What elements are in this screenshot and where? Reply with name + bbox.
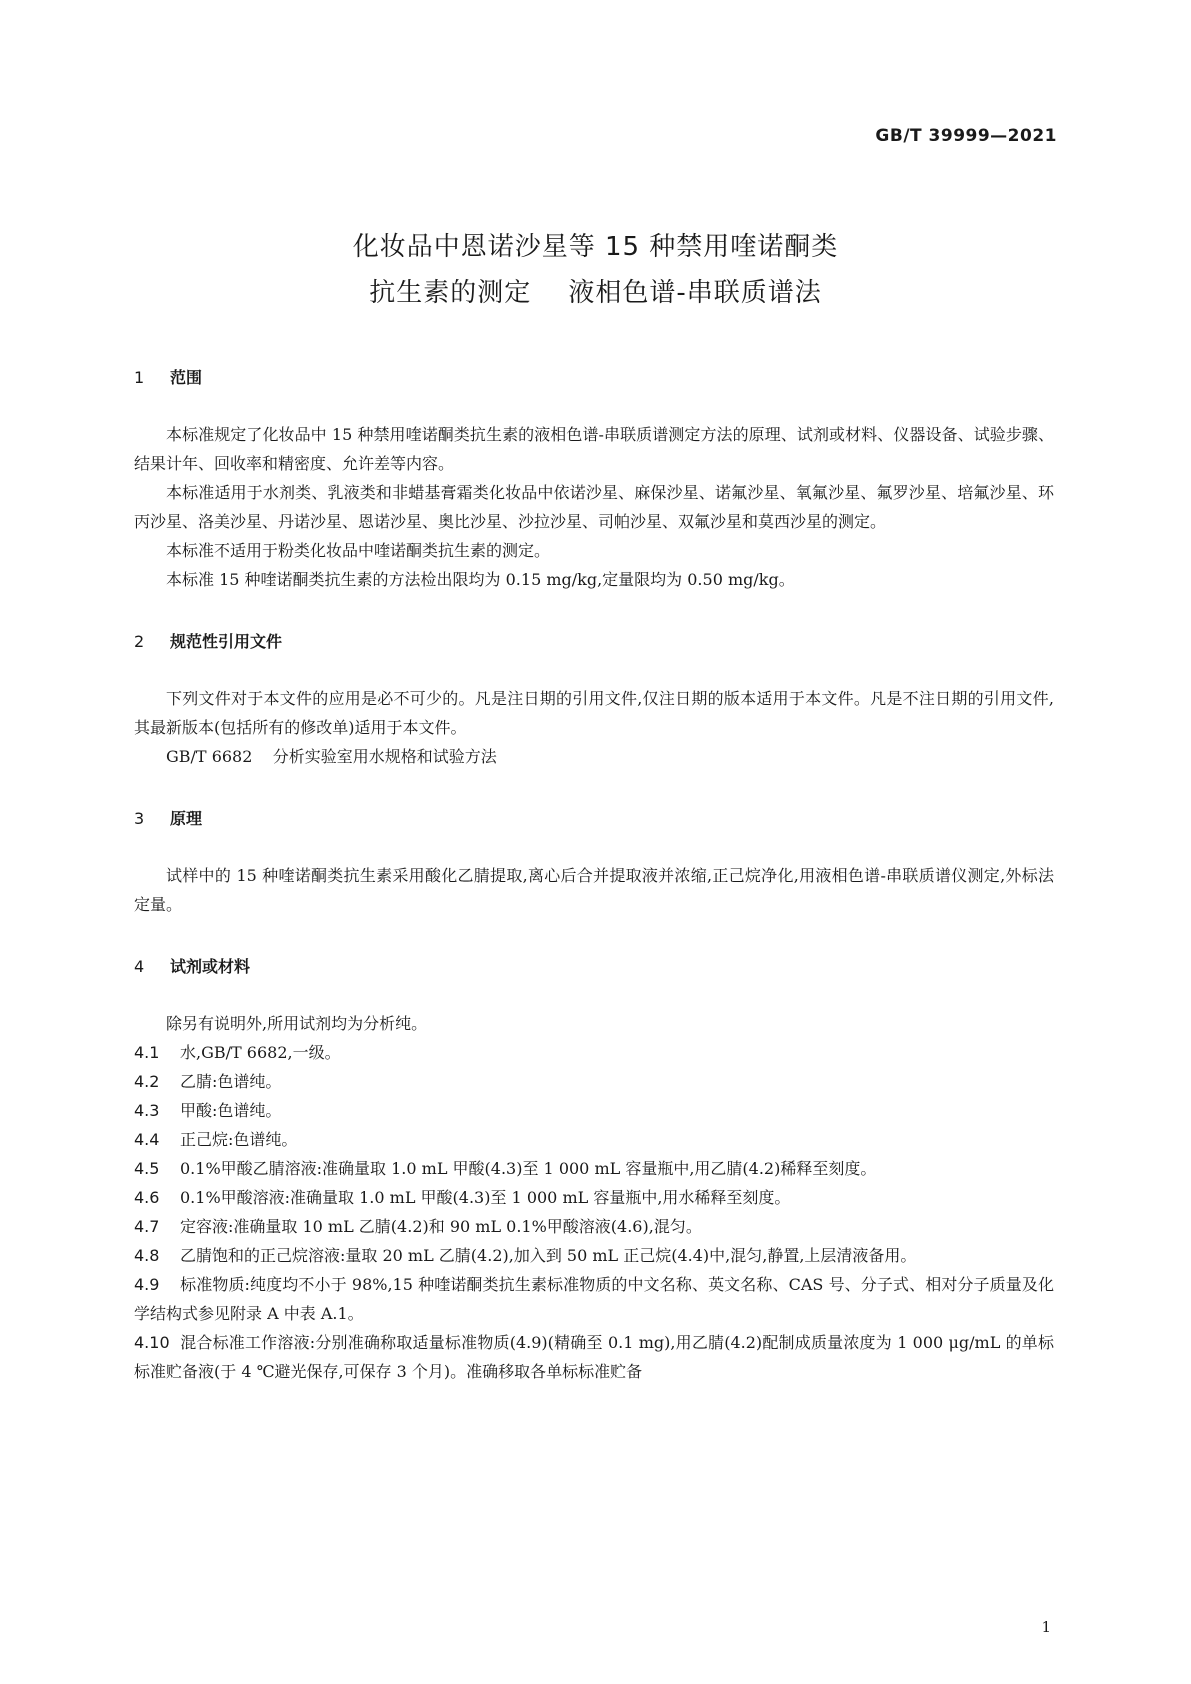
section-number: 4 <box>134 957 145 976</box>
reference-entry: GB/T 6682 分析实验室用水规格和试验方法 <box>166 747 497 766</box>
item-text: 混合标准工作溶液:分别准确称取适量标准物质(4.9)(精确至 0.1 mg),用乙腈(4.2)配制成质量浓度为 1 000 μg/mL 的单标标准贮备液(于 4 ℃避光保存,可保存 3 个月)。准确移取各单标标准贮备 <box>134 1333 1054 1381</box>
item-number: 4.6 <box>134 1188 160 1207</box>
section-heading-reagents <box>134 955 1054 979</box>
list-item <box>134 1183 1054 1212</box>
section-heading-principle <box>134 807 1054 831</box>
item-number: 4.10 <box>134 1333 170 1352</box>
document-body <box>134 366 1054 1386</box>
list-item <box>134 1067 1054 1096</box>
paragraph: 下列文件对于本文件的应用是必不可少的。凡是注日期的引用文件,仅注日期的版本适用于本文件。凡是不注日期的引用文件,其最新版本(包括所有的修改单)适用于本文件。 <box>134 689 1054 737</box>
section-number: 1 <box>134 368 145 387</box>
title-line-2: 抗生素的测定 液相色谱-串联质谱法 <box>369 278 822 308</box>
paragraph: 本标准适用于水剂类、乳液类和非蜡基膏霜类化妆品中依诺沙星、麻保沙星、诺氟沙星、氧氟沙星、氟罗沙星、培氟沙星、环丙沙星、洛美沙星、丹诺沙星、恩诺沙星、奥比沙星、沙拉沙星、司帕沙星、双氟沙星和莫西沙星的测定。 <box>134 483 1054 531</box>
item-number: 4.8 <box>134 1246 160 1265</box>
list-item <box>134 1038 1054 1067</box>
list-item <box>134 1125 1054 1154</box>
section-title: 范围 <box>170 368 203 387</box>
item-text: 乙腈饱和的正己烷溶液:量取 20 mL 乙腈(4.2),加入到 50 mL 正己烷(4.4)中,混匀,静置,上层清液备用。 <box>180 1246 917 1265</box>
list-item <box>134 1241 1054 1270</box>
item-text: 乙腈:色谱纯。 <box>180 1072 282 1091</box>
item-number: 4.4 <box>134 1130 160 1149</box>
item-number: 4.2 <box>134 1072 160 1091</box>
item-number: 4.9 <box>134 1275 160 1294</box>
item-text: 正己烷:色谱纯。 <box>180 1130 298 1149</box>
item-number: 4.7 <box>134 1217 160 1236</box>
paragraph: 本标准 15 种喹诺酮类抗生素的方法检出限均为 0.15 mg/kg,定量限均为 0.50 mg/kg。 <box>166 570 795 589</box>
item-number: 4.5 <box>134 1159 160 1178</box>
item-text: 0.1%甲酸溶液:准确量取 1.0 mL 甲酸(4.3)至 1 000 mL 容量瓶中,用水稀释至刻度。 <box>180 1188 791 1207</box>
item-number: 4.3 <box>134 1101 160 1120</box>
paragraph: 本标准不适用于粉类化妆品中喹诺酮类抗生素的测定。 <box>166 541 551 560</box>
list-item <box>134 1270 1054 1328</box>
page-number: 1 <box>1041 1618 1051 1636</box>
item-text: 定容液:准确量取 10 mL 乙腈(4.2)和 90 mL 0.1%甲酸溶液(4.6),混匀。 <box>180 1217 702 1236</box>
item-text: 水,GB/T 6682,一级。 <box>180 1043 341 1062</box>
section-title: 试剂或材料 <box>170 957 251 976</box>
item-text: 甲酸:色谱纯。 <box>180 1101 282 1120</box>
paragraph: 试样中的 15 种喹诺酮类抗生素采用酸化乙腈提取,离心后合并提取液并浓缩,正己烷净化,用液相色谱-串联质谱仪测定,外标法定量。 <box>134 866 1054 914</box>
standard-code: GB/T 39999—2021 <box>875 126 1057 146</box>
section-number: 3 <box>134 809 145 828</box>
item-text: 0.1%甲酸乙腈溶液:准确量取 1.0 mL 甲酸(4.3)至 1 000 mL 容量瓶中,用乙腈(4.2)稀释至刻度。 <box>180 1159 877 1178</box>
document-title <box>0 224 1191 316</box>
section-title: 规范性引用文件 <box>170 632 283 651</box>
list-item <box>134 1212 1054 1241</box>
item-number: 4.1 <box>134 1043 160 1062</box>
section-heading-normative-references <box>134 630 1054 654</box>
paragraph: 本标准规定了化妆品中 15 种禁用喹诺酮类抗生素的液相色谱-串联质谱测定方法的原理、试剂或材料、仪器设备、试验步骤、结果计年、回收率和精密度、允许差等内容。 <box>134 425 1054 473</box>
list-item <box>134 1328 1054 1386</box>
title-line-1: 化妆品中恩诺沙星等 15 种禁用喹诺酮类 <box>352 232 839 262</box>
section-title: 原理 <box>170 809 203 828</box>
item-text: 标准物质:纯度均不小于 98%,15 种喹诺酮类抗生素标准物质的中文名称、英文名称、CAS 号、分子式、相对分子质量及化学结构式参见附录 A 中表 A.1。 <box>134 1275 1054 1323</box>
section-heading-scope <box>134 366 1054 390</box>
paragraph: 除另有说明外,所用试剂均为分析纯。 <box>166 1014 428 1033</box>
list-item <box>134 1154 1054 1183</box>
list-item <box>134 1096 1054 1125</box>
section-number: 2 <box>134 632 145 651</box>
